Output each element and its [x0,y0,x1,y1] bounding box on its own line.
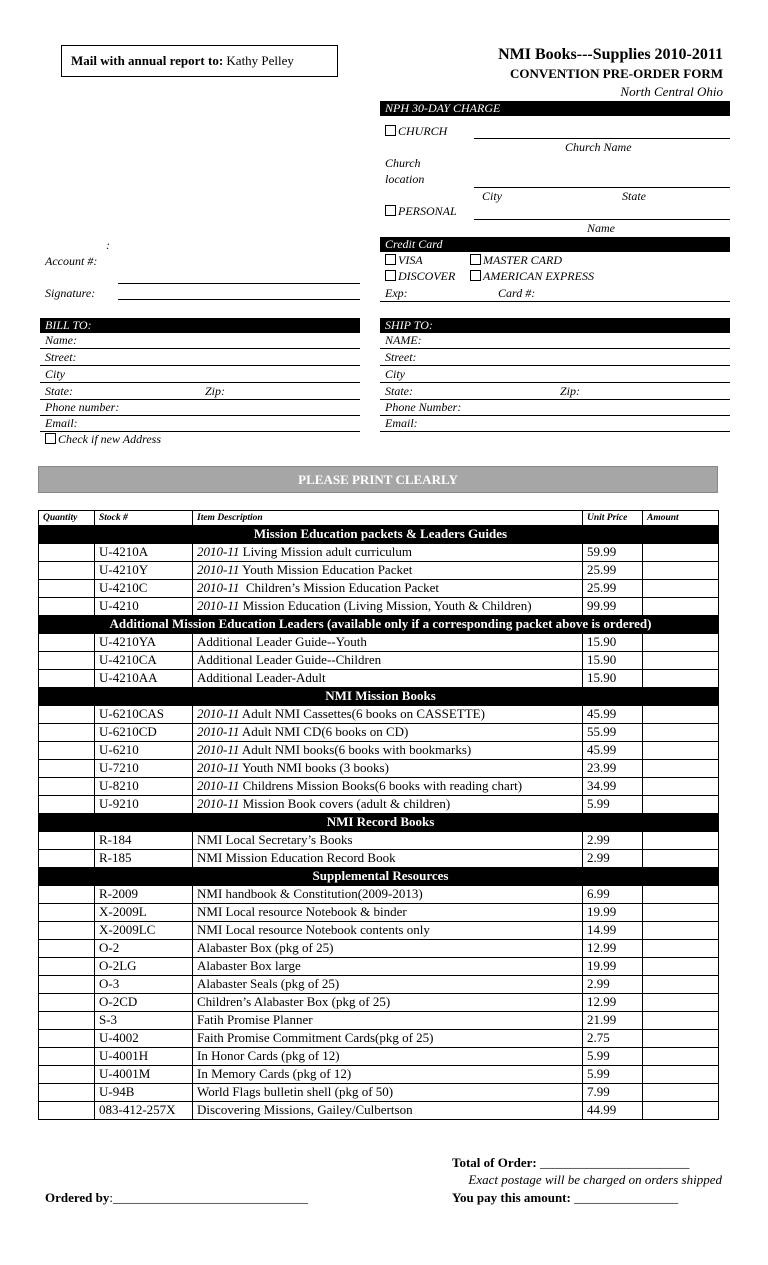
stock-cell: U-6210 [95,742,193,760]
year-label: 2010-11 [197,562,240,577]
unit-price-cell: 45.99 [583,742,643,760]
amount-cell[interactable] [643,634,719,652]
signature-label: Signature: [45,286,96,300]
table-row [39,850,719,868]
quantity-cell[interactable] [39,1048,95,1066]
table-row [39,904,719,922]
description-cell [193,724,583,742]
description-text: Alabaster Box (pkg of 25) [197,940,334,955]
stock-cell: U-4210Y [95,562,193,580]
table-row [39,706,719,724]
amount-cell[interactable] [643,1030,719,1048]
unit-price-cell: 15.90 [583,652,643,670]
stock-cell: U-4210YA [95,634,193,652]
stock-cell: O-2 [95,940,193,958]
section-title: Mission Education packets & Leaders Guides [39,526,719,544]
unit-price-cell: 45.99 [583,706,643,724]
amount-cell[interactable] [643,940,719,958]
church-name-line[interactable] [474,138,730,139]
table-row [39,958,719,976]
amount-cell[interactable] [643,1084,719,1102]
description-cell [193,1102,583,1120]
description-text: NMI Local resource Notebook contents only [197,922,430,937]
stock-cell: R-185 [95,850,193,868]
table-row [39,760,719,778]
table-row [39,940,719,958]
section-header-row [39,688,719,706]
description-cell [193,1048,583,1066]
description-cell [193,832,583,850]
description-cell [193,544,583,562]
description-text: Childrens Mission Books(6 books with reading chart) [239,778,523,793]
quantity-header: Quantity [39,511,95,526]
bill-to-bar: BILL TO: [40,318,360,333]
form-subtitle: CONVENTION PRE-ORDER FORM [509,66,723,81]
description-text: In Memory Cards (pkg of 12) [197,1066,352,1081]
description-text: Alabaster Box large [197,958,301,973]
bill-name-field[interactable]: Name: [40,333,360,349]
print-clearly-banner: PLEASE PRINT CLEARLY [38,466,718,493]
description-cell [193,922,583,940]
total-of-order-blank[interactable]: _______________________ [539,1155,690,1170]
amount-cell[interactable] [643,886,719,904]
section-header-row [39,526,719,544]
description-cell [193,1084,583,1102]
postage-note: Exact postage will be charged on orders shipped [468,1172,722,1187]
quantity-cell[interactable] [39,706,95,724]
description-cell [193,904,583,922]
unit-price-cell: 23.99 [583,760,643,778]
bill-state-field[interactable]: State: [40,384,360,400]
stock-cell: 083-412-257X [95,1102,193,1120]
quantity-cell[interactable] [39,904,95,922]
description-text: NMI Mission Education Record Book [197,850,396,865]
section-title: Supplemental Resources [39,868,719,886]
stock-cell: U-9210 [95,796,193,814]
table-row [39,922,719,940]
amount-cell[interactable] [643,742,719,760]
amex-option[interactable]: AMERICAN EXPRESS [470,269,594,284]
description-text: Adult NMI Cassettes(6 books on CASSETTE) [239,706,485,721]
amount-cell[interactable] [643,580,719,598]
quantity-cell[interactable] [39,670,95,688]
table-row [39,670,719,688]
bill-street-field[interactable]: Street: [40,350,360,366]
personal-name-line[interactable] [474,219,730,220]
year-label: 2010-11 [197,724,240,739]
city-caption: City [482,189,502,203]
name-caption: Name [587,221,615,235]
total-of-order: Total of Order: _______________________ [452,1155,690,1170]
new-address-option[interactable]: Check if new Address [45,432,161,447]
discover-option[interactable]: DISCOVER [385,269,455,284]
amount-cell[interactable] [643,994,719,1012]
description-cell [193,580,583,598]
order-items-table [38,510,719,1120]
amount-cell[interactable] [643,670,719,688]
stock-cell: U-4210A [95,544,193,562]
table-row [39,634,719,652]
description-cell [193,994,583,1012]
church-checkbox[interactable] [385,125,396,136]
description-cell [193,706,583,724]
amount-cell[interactable] [643,922,719,940]
exp-label: Exp: [385,286,408,300]
mail-to-label: Mail with annual report to: [71,53,224,68]
table-row [39,1102,719,1120]
table-row [39,544,719,562]
quantity-cell[interactable] [39,580,95,598]
quantity-cell[interactable] [39,796,95,814]
description-text: Children’s Alabaster Box (pkg of 25) [197,994,391,1009]
personal-checkbox[interactable] [385,205,396,216]
quantity-cell[interactable] [39,1102,95,1120]
account-colon: : [106,238,110,252]
quantity-cell[interactable] [39,976,95,994]
section-header-row [39,616,719,634]
bill-email-field[interactable]: Email: [40,416,360,432]
description-text: Additional Leader-Adult [197,670,326,685]
table-row [39,886,719,904]
quantity-cell[interactable] [39,742,95,760]
church-location-label-1: Church [385,156,421,170]
personal-checkbox-label[interactable]: PERSONAL [385,204,457,219]
table-row [39,724,719,742]
description-text: NMI Local Secretary’s Books [197,832,353,847]
description-cell [193,760,583,778]
amount-cell[interactable] [643,976,719,994]
amount-cell[interactable] [643,598,719,616]
unit-price-cell: 15.90 [583,670,643,688]
stock-cell: U-4210AA [95,670,193,688]
table-row [39,796,719,814]
ship-to-bar: SHIP TO: [380,318,730,333]
year-label: 2010-11 [197,598,240,613]
unit-price-cell: 5.99 [583,796,643,814]
card-line[interactable] [380,301,730,302]
amount-cell[interactable] [643,724,719,742]
quantity-cell[interactable] [39,544,95,562]
amount-cell[interactable] [643,1048,719,1066]
stock-cell: X-2009L [95,904,193,922]
quantity-cell[interactable] [39,598,95,616]
ship-email-field[interactable]: Email: [380,416,730,432]
description-cell [193,850,583,868]
description-cell [193,1030,583,1048]
unit-price-cell: 14.99 [583,922,643,940]
unit-price-cell: 25.99 [583,580,643,598]
unit-price-cell: 59.99 [583,544,643,562]
unit-price-cell: 2.99 [583,850,643,868]
description-text: World Flags bulletin shell (pkg of 50) [197,1084,394,1099]
amount-cell[interactable] [643,832,719,850]
table-row [39,778,719,796]
year-label: 2010-11 [197,778,240,793]
table-row [39,1012,719,1030]
you-pay-amount: You pay this amount: ________________ [452,1190,679,1205]
description-text: Discovering Missions, Gailey/Culbertson [197,1102,413,1117]
stock-cell: U-4210 [95,598,193,616]
unit-price-cell: 15.90 [583,634,643,652]
year-label: 2010-11 [197,742,240,757]
amount-cell[interactable] [643,796,719,814]
quantity-cell[interactable] [39,940,95,958]
stock-cell: O-3 [95,976,193,994]
table-row [39,652,719,670]
description-text: Adult NMI books(6 books with bookmarks) [239,742,472,757]
ship-phone-field[interactable]: Phone Number: [380,400,730,416]
unit-price-cell: 55.99 [583,724,643,742]
description-cell [193,670,583,688]
unit-price-cell: 12.99 [583,940,643,958]
description-text: Children’s Mission Education Packet [239,580,440,595]
visa-checkbox[interactable] [385,254,396,265]
quantity-cell[interactable] [39,634,95,652]
ship-street-field[interactable]: Street: [380,350,730,366]
description-cell [193,598,583,616]
description-text: Youth Mission Education Packet [239,562,413,577]
stock-header: Stock # [95,511,193,526]
table-row [39,976,719,994]
unit-price-cell: 25.99 [583,562,643,580]
stock-cell: U-4001H [95,1048,193,1066]
description-cell [193,634,583,652]
amount-cell[interactable] [643,544,719,562]
stock-cell: U-6210CD [95,724,193,742]
mail-to-box [61,45,338,77]
church-location-line[interactable] [474,187,730,188]
signature-line[interactable] [118,299,360,300]
description-text: Adult NMI CD(6 books on CD) [239,724,409,739]
region-label: North Central Ohio [620,84,723,99]
ship-state-field[interactable]: State: [380,384,730,400]
ship-name-field[interactable]: NAME: [380,333,730,349]
unit-price-cell: 21.99 [583,1012,643,1030]
description-cell [193,742,583,760]
table-row [39,562,719,580]
table-row [39,598,719,616]
description-text: NMI Local resource Notebook & binder [197,904,407,919]
description-cell [193,1012,583,1030]
mastercard-option[interactable]: MASTER CARD [470,253,562,268]
unit-price-cell: 2.99 [583,976,643,994]
stock-cell: O-2LG [95,958,193,976]
amount-cell[interactable] [643,1066,719,1084]
section-title: NMI Record Books [39,814,719,832]
church-checkbox-label[interactable]: CHURCH [385,124,447,139]
quantity-cell[interactable] [39,652,95,670]
description-text: NMI handbook & Constitution(2009-2013) [197,886,423,901]
unit-price-cell: 6.99 [583,886,643,904]
unit-price-cell: 19.99 [583,958,643,976]
unit-price-cell: 34.99 [583,778,643,796]
card-number-label: Card #: [498,286,536,300]
unit-price-cell: 44.99 [583,1102,643,1120]
ship-city-field[interactable]: City [380,367,730,383]
description-cell [193,652,583,670]
description-header: Item Description [193,511,583,526]
stock-cell: X-2009LC [95,922,193,940]
stock-cell: U-94B [95,1084,193,1102]
ordered-by[interactable]: Ordered by:______________________________ [45,1190,309,1205]
ordered-by-blank[interactable]: :______________________________ [109,1190,309,1205]
table-row [39,1066,719,1084]
mastercard-checkbox[interactable] [470,254,481,265]
table-row [39,1084,719,1102]
description-text: Additional Leader Guide--Youth [197,634,367,649]
table-header-row [39,511,719,526]
stock-cell: O-2CD [95,994,193,1012]
table-row [39,1030,719,1048]
stock-cell: R-184 [95,832,193,850]
state-caption: State [622,189,646,203]
quantity-cell[interactable] [39,958,95,976]
description-cell [193,940,583,958]
amount-cell[interactable] [643,958,719,976]
unit-price-header: Unit Price [583,511,643,526]
table-row [39,994,719,1012]
description-text: Faith Promise Commitment Cards(pkg of 25) [197,1030,434,1045]
amount-cell[interactable] [643,562,719,580]
description-cell [193,958,583,976]
form-title: NMI Books---Supplies 2010-2011 [498,46,723,63]
you-pay-blank[interactable]: ________________ [574,1190,679,1205]
nph-charge-bar: NPH 30-DAY CHARGE [380,101,730,116]
section-title: Additional Mission Education Leaders (available only if a corresponding packet above is ordered) [39,616,719,634]
description-text: Fatih Promise Planner [197,1012,313,1027]
description-cell [193,1066,583,1084]
bill-zip-label: Zip: [205,384,226,398]
unit-price-cell: 2.75 [583,1030,643,1048]
bill-city-field[interactable]: City [40,367,360,383]
new-address-checkbox[interactable] [45,433,56,444]
year-label: 2010-11 [197,580,240,595]
description-cell [193,778,583,796]
amount-cell[interactable] [643,652,719,670]
stock-cell: U-6210CAS [95,706,193,724]
year-label: 2010-11 [197,544,240,559]
year-label: 2010-11 [197,760,240,775]
unit-price-cell: 12.99 [583,994,643,1012]
unit-price-cell: 2.99 [583,832,643,850]
description-text: Additional Leader Guide--Children [197,652,382,667]
stock-cell: U-4210C [95,580,193,598]
description-cell [193,796,583,814]
section-header-row [39,814,719,832]
credit-card-bar: Credit Card [380,237,730,252]
quantity-cell[interactable] [39,724,95,742]
quantity-cell[interactable] [39,886,95,904]
unit-price-cell: 5.99 [583,1048,643,1066]
table-row [39,742,719,760]
quantity-cell[interactable] [39,1084,95,1102]
amount-cell[interactable] [643,904,719,922]
description-text: In Honor Cards (pkg of 12) [197,1048,340,1063]
table-row [39,1048,719,1066]
section-header-row [39,868,719,886]
account-label: Account #: [45,254,98,268]
quantity-cell[interactable] [39,562,95,580]
description-text: Youth NMI books (3 books) [239,760,389,775]
amex-checkbox[interactable] [470,270,481,281]
table-row [39,580,719,598]
unit-price-cell: 7.99 [583,1084,643,1102]
year-label: 2010-11 [197,706,240,721]
mail-to-name: Kathy Pelley [226,53,294,68]
stock-cell: S-3 [95,1012,193,1030]
description-cell [193,562,583,580]
quantity-cell[interactable] [39,760,95,778]
stock-cell: U-4001M [95,1066,193,1084]
ship-zip-label: Zip: [560,384,581,398]
description-cell [193,886,583,904]
visa-option[interactable]: VISA [385,253,423,268]
amount-cell[interactable] [643,850,719,868]
discover-checkbox[interactable] [385,270,396,281]
stock-cell: U-7210 [95,760,193,778]
stock-cell: U-8210 [95,778,193,796]
amount-cell[interactable] [643,1102,719,1120]
church-name-caption: Church Name [565,140,632,154]
table-row [39,832,719,850]
unit-price-cell: 19.99 [583,904,643,922]
amount-cell[interactable] [643,760,719,778]
amount-cell[interactable] [643,706,719,724]
unit-price-cell: 99.99 [583,598,643,616]
stock-cell: R-2009 [95,886,193,904]
quantity-cell[interactable] [39,1066,95,1084]
section-title: NMI Mission Books [39,688,719,706]
stock-cell: U-4002 [95,1030,193,1048]
quantity-cell[interactable] [39,922,95,940]
amount-header: Amount [643,511,719,526]
quantity-cell[interactable] [39,1030,95,1048]
quantity-cell[interactable] [39,832,95,850]
stock-cell: U-4210CA [95,652,193,670]
description-text: Living Mission adult curriculum [239,544,412,559]
description-text: Alabaster Seals (pkg of 25) [197,976,340,991]
amount-cell[interactable] [643,1012,719,1030]
quantity-cell[interactable] [39,778,95,796]
bill-phone-field[interactable]: Phone number: [40,400,360,416]
description-text: Mission Education (Living Mission, Youth & Children) [239,598,532,613]
unit-price-cell: 5.99 [583,1066,643,1084]
quantity-cell[interactable] [39,1012,95,1030]
account-line[interactable] [118,283,360,284]
quantity-cell[interactable] [39,850,95,868]
quantity-cell[interactable] [39,994,95,1012]
description-text: Mission Book covers (adult & children) [239,796,451,811]
year-label: 2010-11 [197,796,240,811]
amount-cell[interactable] [643,778,719,796]
church-location-label-2: location [385,172,425,186]
description-cell [193,976,583,994]
